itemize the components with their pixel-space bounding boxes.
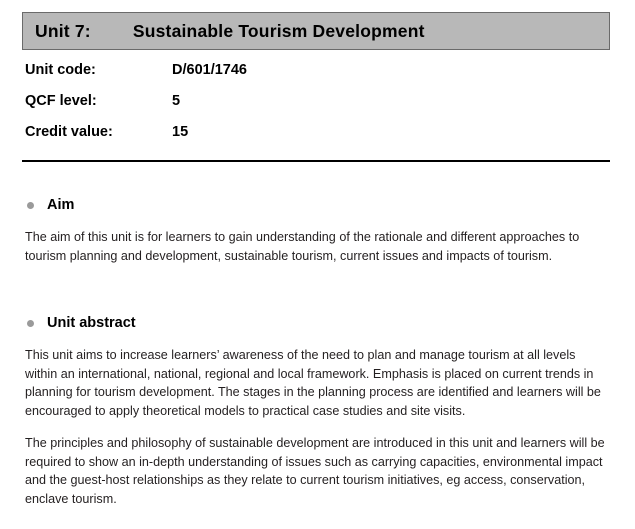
metadata-row <box>25 62 610 93</box>
unit-title-label: Sustainable Tourism Development <box>132 20 425 41</box>
metadata-value: D/601/1746 <box>172 62 247 78</box>
section-heading-label: Aim <box>47 197 75 213</box>
metadata-row <box>25 93 610 124</box>
metadata-label: QCF level: <box>25 93 97 109</box>
bullet-icon <box>27 320 34 327</box>
unit-abstract-section <box>25 314 608 508</box>
metadata-label: Credit value: <box>25 124 113 140</box>
metadata-label: Unit code: <box>25 62 96 78</box>
metadata-value: 15 <box>172 124 189 140</box>
abstract-paragraph-2: The principles and philosophy of sustainable development are introduced in this unit and learners will be required to show an in-depth understanding of issues such as carrying capacities, environmental impact and the guest-host relationships as they relate to current tourism initiatives, eg access, conservation, enclave tourism. <box>25 436 605 506</box>
bullet-icon <box>27 202 34 209</box>
unit-title-bar <box>22 12 610 50</box>
section-heading <box>25 196 608 214</box>
unit-metadata <box>25 62 610 155</box>
section-heading-label: Unit abstract <box>47 315 136 331</box>
section-heading <box>25 314 608 332</box>
aim-paragraph: The aim of this unit is for learners to gain understanding of the rationale and different approaches to tourism planning and development, sustainable tourism, current issues and impacts of tourism. <box>25 230 580 263</box>
horizontal-divider <box>22 160 610 162</box>
abstract-paragraph-1: This unit aims to increase learners’ awareness of the need to plan and manage tourism at all levels within an international, national, regional and local framework. Emphasis is placed on current trends in planning for tourism development. The stages in the planning process are identified and learners will be encouraged to apply theoretical models to practical case studies and site visits. <box>25 348 601 418</box>
unit-number-label: Unit 7: <box>35 20 91 41</box>
metadata-row <box>25 124 610 155</box>
aim-section <box>25 196 608 265</box>
metadata-value: 5 <box>172 93 181 109</box>
